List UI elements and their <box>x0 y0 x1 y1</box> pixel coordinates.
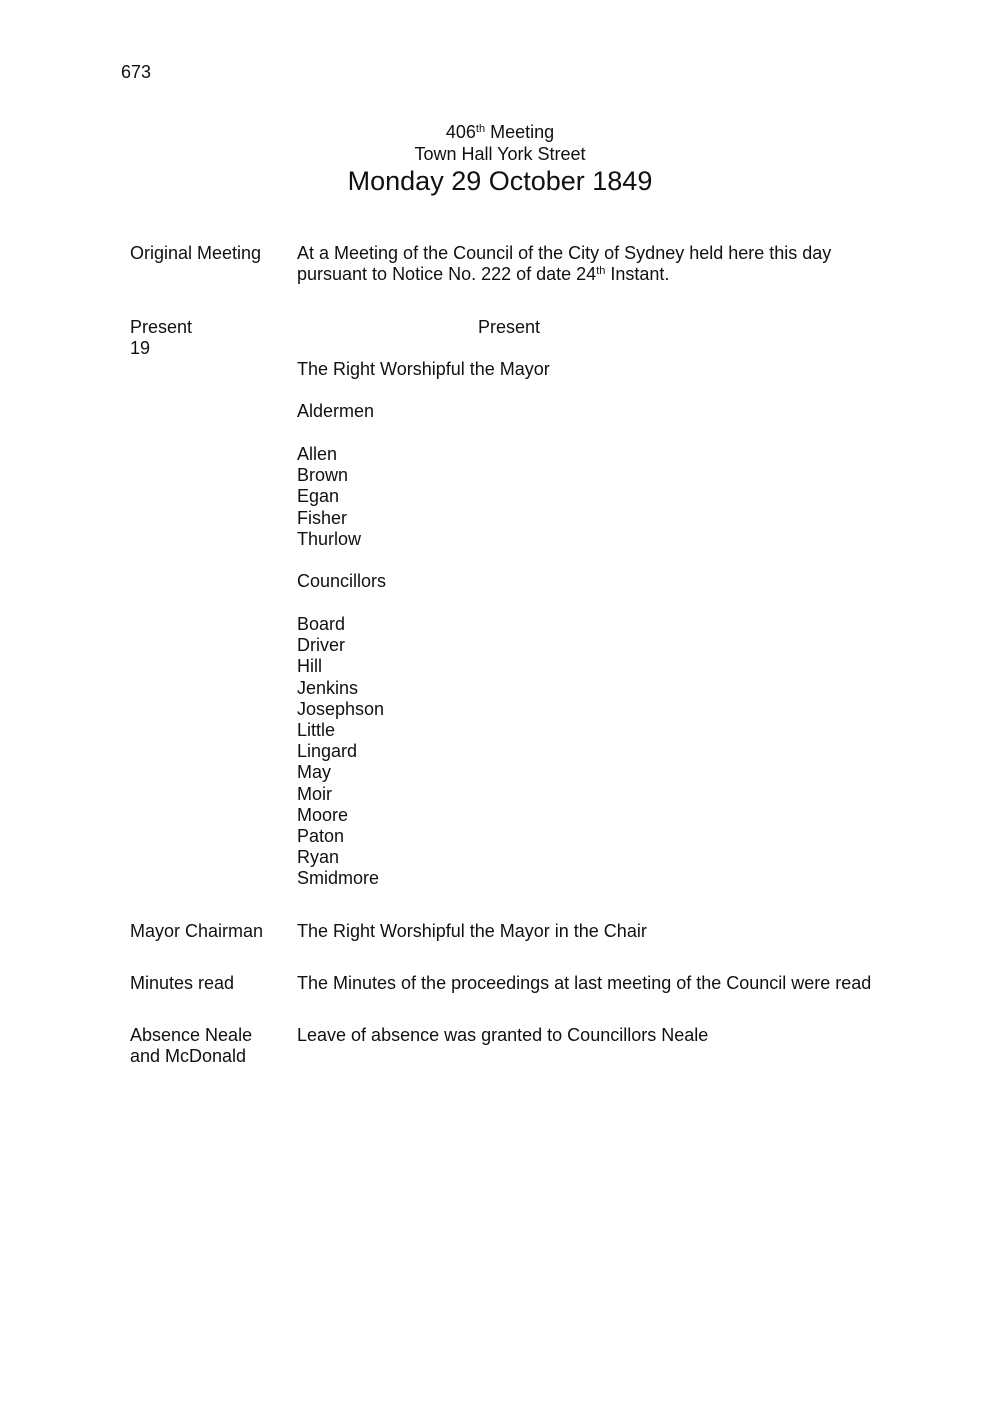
list-item: Little <box>297 719 336 740</box>
original-meeting-text <box>297 243 897 285</box>
margin-absence-line-1: Absence Neale <box>130 1025 253 1045</box>
margin-absence-line-2: and McDonald <box>130 1046 247 1066</box>
list-item: Board <box>297 614 346 634</box>
list-item: Brown <box>297 465 349 486</box>
list-item: Paton <box>297 825 345 846</box>
mayor-chairman-text: The Right Worshipful the Mayor in the Chair <box>297 921 647 941</box>
minutes-read-text: The Minutes of the proceedings at last meeting of the Council were read <box>297 973 872 993</box>
original-meeting-line-1: At a Meeting of the Council of the City of Sydney held here this day <box>297 243 832 263</box>
meeting-location: Town Hall York Street <box>414 144 586 164</box>
present-heading: Present <box>478 317 541 337</box>
margin-present-count: 19 <box>130 338 151 358</box>
original-meeting-line-2: pursuant to Notice No. 222 of date 24th Instant. <box>297 264 670 284</box>
list-item: Driver <box>297 635 345 656</box>
present-mayor: The Right Worshipful the Mayor <box>297 359 550 379</box>
list-item: Jenkins <box>297 677 359 698</box>
list-item: Egan <box>297 486 340 507</box>
list-item: May <box>297 762 332 783</box>
list-item: Smidmore <box>297 868 380 889</box>
list-item: Thurlow <box>297 528 362 549</box>
margin-note-present <box>130 317 290 359</box>
list-item: Ryan <box>297 847 340 868</box>
margin-present-label: Present <box>130 317 193 337</box>
absence-text: Leave of absence was granted to Councillors Neale <box>297 1025 709 1045</box>
councillors-list <box>297 614 897 889</box>
list-item: Fisher <box>297 507 348 528</box>
aldermen-list <box>297 444 897 550</box>
list-item: Lingard <box>297 741 358 762</box>
list-item: Hill <box>297 656 322 677</box>
list-item: Moir <box>297 783 332 804</box>
margin-note-absence <box>130 1025 290 1067</box>
councillors-heading: Councillors <box>297 571 387 591</box>
aldermen-heading: Aldermen <box>297 401 375 421</box>
meeting-number: 406th Meeting <box>445 122 555 142</box>
margin-note-minutes-read: Minutes read <box>130 973 235 993</box>
margin-note-original-meeting: Original Meeting <box>130 243 262 263</box>
list-item: Moore <box>297 804 349 825</box>
list-item: Allen <box>297 444 338 464</box>
meeting-date: Monday 29 October 1849 <box>347 166 653 196</box>
page-number: 673 <box>121 62 152 82</box>
margin-note-mayor-chairman: Mayor Chairman <box>130 921 264 941</box>
list-item: Josephson <box>297 698 385 719</box>
